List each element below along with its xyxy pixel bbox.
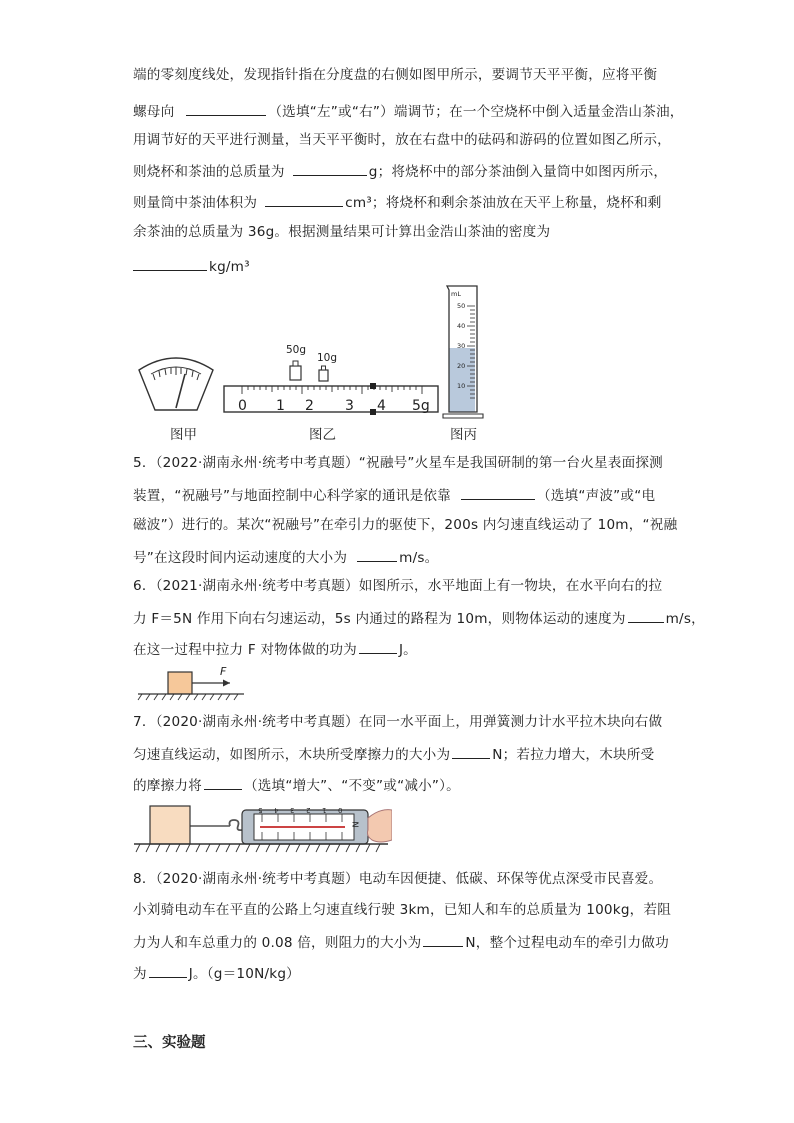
ruler-tick-1: 1 (276, 398, 285, 414)
cylinder-tick-20: 20 (457, 362, 466, 370)
q8-line: 为 J。（g＝10N/kg） (133, 963, 300, 983)
balance-dial-figure (135, 352, 217, 414)
weights-ruler-figure (222, 356, 440, 416)
figure-caption-jia: 图甲 (170, 427, 197, 443)
paragraph-line: 余茶油的总质量为 36g。根据测量结果可计算出金浩山茶油的密度为 (133, 224, 551, 240)
q5-line: 磁波”）进行的。某次“祝融号”在牵引力的驱使下，200s 内匀速直线运动了 10m，“祝融 (133, 517, 678, 533)
ruler-tick-5g: 5g (412, 398, 430, 414)
answer-blank[interactable] (461, 485, 535, 500)
q5-line: 装置，“祝融号”与地面控制中心科学家的通讯是依靠 （选填“声波”或“电 (133, 485, 655, 505)
block-force-figure (136, 666, 246, 702)
gauge-tick-5: 5 (258, 806, 263, 814)
gauge-unit-label: N (350, 821, 360, 828)
weight-label-50g: 50g (286, 344, 307, 356)
answer-blank[interactable] (149, 963, 187, 978)
gauge-tick-2: 2 (306, 806, 311, 814)
cylinder-unit-label: mL (451, 290, 461, 298)
paragraph-line: 则量筒中茶油体积为 cm³；将烧杯和剩余茶油放在天平上称量，烧杯和剩 (133, 192, 662, 212)
paragraph-line: 螺母向 （选填“左”或“右”）端调节；在一个空烧杯中倒入适量金浩山茶油， (133, 101, 684, 121)
answer-blank[interactable] (423, 932, 463, 947)
figure-caption-bing: 图丙 (450, 427, 477, 443)
weight-label-10g: 10g (317, 352, 338, 364)
cylinder-tick-30: 30 (457, 342, 466, 350)
answer-blank[interactable] (357, 547, 397, 562)
gauge-tick-0: 0 (338, 806, 343, 814)
answer-blank[interactable] (359, 639, 397, 654)
q5-line: 号”在这段时间内运动速度的大小为 m/s。 (133, 547, 438, 567)
answer-blank[interactable] (628, 608, 664, 623)
q8-line: 力为人和车总重力的 0.08 倍，则阻力的大小为 N，整个过程电动车的牵引力做功 (133, 932, 669, 952)
answer-blank[interactable] (186, 101, 266, 116)
ruler-tick-4: 4 (377, 398, 386, 414)
gauge-tick-4: 4 (274, 806, 279, 814)
ruler-tick-0: 0 (238, 398, 247, 414)
q6-line: 6．（2021·湖南永州·统考中考真题）如图所示，水平地面上有一物块，在水平向右的拉 (133, 578, 663, 594)
q6-line: 在这一过程中拉力 F 对物体做的功为 J。 (133, 639, 417, 659)
q7-line: 7．（2020·湖南永州·统考中考真题）在同一水平面上，用弹簧测力计水平拉木块向右做 (133, 714, 663, 730)
gauge-tick-1: 1 (322, 806, 327, 814)
q5-line: 5．（2022·湖南永州·统考中考真题）“祝融号”火星车是我国研制的第一台火星表面探测 (133, 455, 663, 471)
figure-caption-yi: 图乙 (309, 427, 336, 443)
q8-line: 小刘骑电动车在平直的公路上匀速直线行驶 3km，已知人和车的总质量为 100kg，若阻 (133, 902, 672, 918)
cylinder-tick-10: 10 (457, 382, 466, 390)
answer-blank[interactable] (265, 192, 343, 207)
q6-line: 力 F＝5N 作用下向右匀速运动，5s 内通过的路程为 10m，则物体运动的速度为 m/s， (133, 608, 705, 628)
section-title: 三、实验题 (133, 1035, 206, 1051)
ruler-tick-3: 3 (345, 398, 354, 414)
q8-line: 8．（2020·湖南永州·统考中考真题）电动车因便捷、低碳、环保等优点深受市民喜爱。 (133, 871, 663, 887)
force-label: F (220, 665, 227, 678)
paragraph-line: 用调节好的天平进行测量，当天平平衡时，放在右盘中的砝码和游码的位置如图乙所示， (133, 132, 671, 148)
cylinder-tick-40: 40 (457, 322, 466, 330)
answer-blank[interactable] (133, 256, 207, 271)
paragraph-line: 端的零刻度线处，发现指针指在分度盘的右侧如图甲所示，要调节天平平衡，应将平衡 (133, 67, 658, 83)
gauge-tick-3: 3 (290, 806, 295, 814)
answer-blank[interactable] (204, 775, 242, 790)
ruler-tick-2: 2 (305, 398, 314, 414)
paragraph-line: kg/m³ (133, 256, 250, 276)
cylinder-tick-50: 50 (457, 302, 466, 310)
answer-blank[interactable] (452, 744, 490, 759)
q7-line: 的摩擦力将 （选填“增大”、“不变”或“减小”）。 (133, 775, 460, 795)
answer-blank[interactable] (293, 161, 367, 176)
q7-line: 匀速直线运动，如图所示，木块所受摩擦力的大小为 N；若拉力增大，木块所受 (133, 744, 654, 764)
paragraph-line: 则烧杯和茶油的总质量为 g；将烧杯中的部分茶油倒入量筒中如图丙所示， (133, 161, 667, 181)
